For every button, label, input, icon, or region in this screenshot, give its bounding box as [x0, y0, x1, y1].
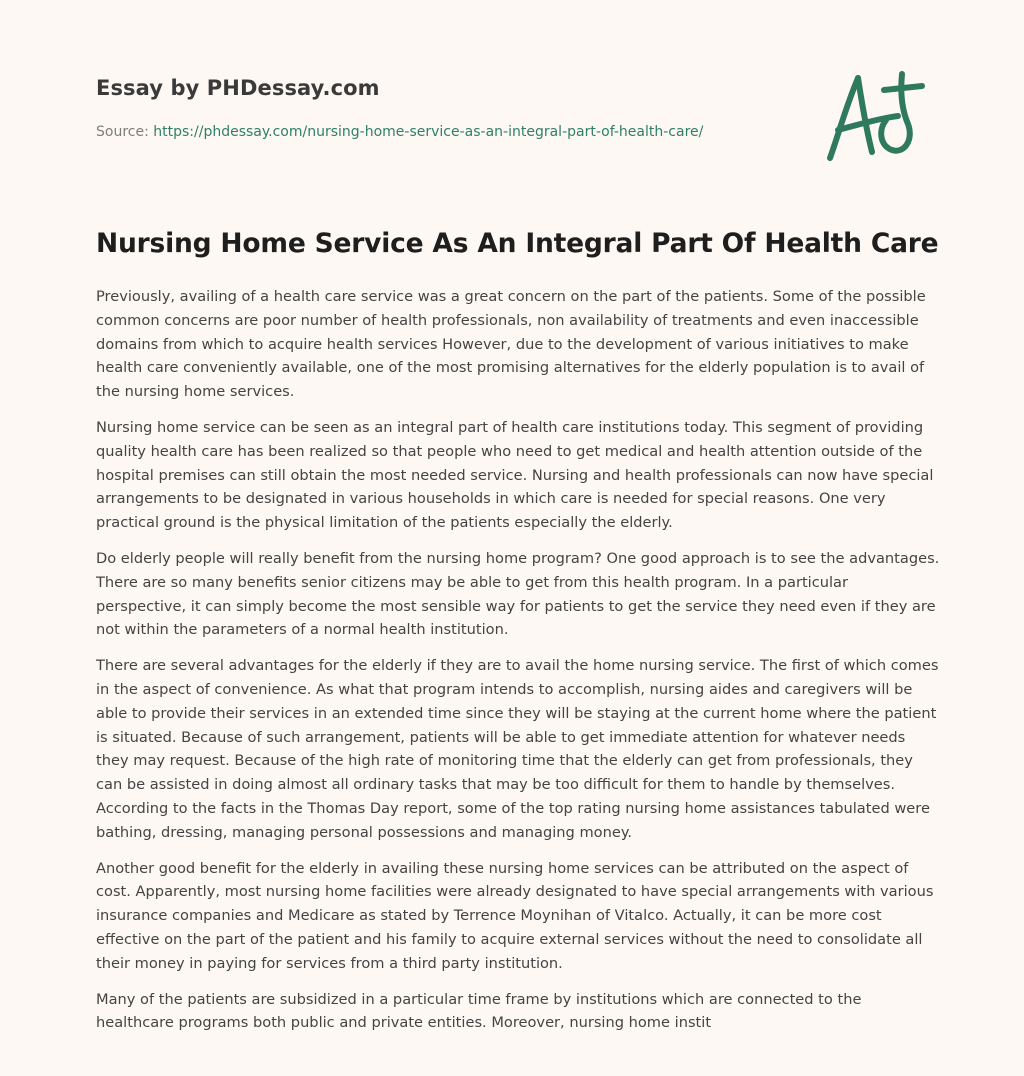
- article-title: Nursing Home Service As An Integral Part Of Health Care: [96, 228, 939, 259]
- paragraph: Previously, availing of a health care service was a great concern on the part of the patients. Some of the possible common concerns are poor number of health professionals, non availability of treatments and even inaccessible domains from which to acquire health services However, due to the development of various initiatives to make health care conveniently available, one of the most promising alternatives for the elderly population is to avail of the nursing home services.: [96, 288, 926, 401]
- site-brand: Essay by PHDessay.com: [96, 76, 380, 100]
- paragraph: Nursing home service can be seen as an integral part of health care institutions today. This segment of providing quality health care has been realized so that people who need to get medical and health attention outside of the hospital premises can still obtain the most needed service. Nursing and health professionals can now have special arrangements to be designated in various households in which care is needed for special reasons. One very practical ground is the physical limitation of the patients especially the elderly.: [96, 418, 934, 532]
- source-line: [96, 124, 703, 140]
- a-plus-icon: [820, 66, 930, 166]
- paragraph: Many of the patients are subsidized in a particular time frame by institutions which are connected to the healthcare programs both public and private entities. Moreover, nursing home instit: [96, 990, 862, 1032]
- paragraph: Do elderly people will really benefit from the nursing home program? One good approach is to see the advantages. There are so many benefits senior citizens may be able to get from this health program. In a particular perspective, it can simply become the most sensible way for patients to get the service they need even if they are not within the parameters of a normal health institution.: [96, 549, 940, 639]
- paragraph: Another good benefit for the elderly in availing these nursing home services can be attributed on the aspect of cost. Apparently, most nursing home facilities were already designated to have special arrangements with various insurance companies and Medicare as stated by Terrence Moynihan of Vitalco. Actually, it can be more cost effective on the part of the patient and his family to acquire external services without the need to consolidate all their money in paying for services from a third party institution.: [96, 859, 934, 972]
- source-link[interactable]: https://phdessay.com/nursing-home-service-as-an-integral-part-of-health-care/: [153, 124, 704, 140]
- source-label: Source:: [96, 124, 149, 140]
- article-body: [96, 285, 941, 1047]
- paragraph: There are several advantages for the elderly if they are to avail the home nursing service. The first of which comes in the aspect of convenience. As what that program intends to accomplish, nursing aides and caregivers will be able to provide their services in an extended time since they will be staying at the current home where the patient is situated. Because of such arrangement, patients will be able to get immediate attention for whatever needs they may request. Because of the high rate of monitoring time that the elderly can get from professionals, they can be assisted in doing almost all ordinary tasks that may be too difficult for them to handle by themselves. According to the facts in the Thomas Day report, some of the top rating nursing home assistances tabulated were bathing, dressing, managing personal possessions and managing money.: [96, 657, 939, 841]
